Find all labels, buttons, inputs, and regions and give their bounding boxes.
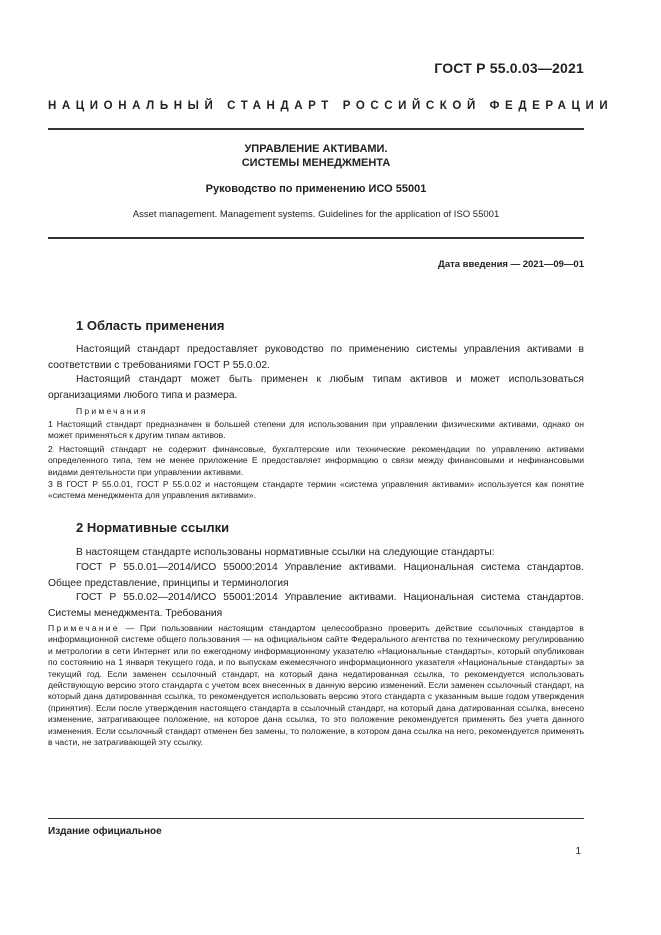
introduction-date: Дата введения — 2021—09—01 [438,259,584,270]
notes-label [76,406,584,417]
section-2-note [48,623,584,748]
note-2 [48,444,584,478]
notes-label-text: Примечания [76,406,148,416]
section-2-note-label: Примечание [48,623,120,633]
section-1-paragraph-2-text: Настоящий стандарт может быть применен к любым типам активов и может использоваться организациями любого типа и размера. [48,374,584,401]
section-1-paragraph-1 [48,342,584,373]
page-number: 1 [575,846,581,857]
section-2-note-text: — При пользовании настоящим стандартом целесообразно проверить действие ссылочных стандартов в информационной системе общего пользования — на официальном сайте Федерального агентства по техническому регулированию и метрологии в сети Интернет или по ежегодному информационному указателю «Национальные стандарты», который опубликован по состоянию на 1 января текущего года, и по выпускам ежемесячного информационного указателя «Национальные стандарты» за текущий год. Если заменен ссылочный стандарт, на который дана недатированная ссылка, то рекомендуется использовать действующую версию этого стандарта с учетом всех внесенных в данную версию изменений. Если заменен ссылочный стандарт, на который дана датированная ссылка, то рекомендуется использовать версию этого стандарта с указанным выше годом утверждения (принятия). Если после утверждения настоящего стандарта в ссылочный стандарт, на который дана датированная ссылка, внесено изменение, затрагивающее положение, на которое дана ссылка, то это положение рекомендуется применять без учета данного изменения. Если ссылочный стандарт отменен без замены, то положение, в котором дана ссылка на него, рекомендуется применять в части, не затрагивающей эту ссылку. [48,623,584,748]
subtitle: Руководство по применению ИСО 55001 [205,183,427,195]
english-title: Asset management. Management systems. Guidelines for the application of ISO 55001 [132,209,500,220]
reference-1 [48,560,584,591]
title-line-1: УПРАВЛЕНИЕ АКТИВАМИ. [244,143,388,155]
footer-divider [48,818,584,819]
note-2-text: 2 Настоящий стандарт не содержит финансовые, бухгалтерские или технические рекомендации по управлению активами определенного типа, тем не менее приложение Е предоставляет информацию о связи между финансовыми и нефинансовыми видами деятельности при управлении активами. [48,444,584,477]
gost-number: ГОСТ Р 55.0.03—2021 [434,60,584,76]
section-1-paragraph-1-text: Настоящий стандарт предоставляет руководство по применению системы управления активами в соответствии с требованиями ГОСТ Р 55.0.02. [48,344,584,371]
official-edition-label: Издание официальное [48,826,162,837]
title-divider [48,237,584,239]
note-1 [48,419,584,442]
top-divider [48,128,584,130]
section-2-intro-text: В настоящем стандарте использованы нормативные ссылки на следующие стандарты: [76,547,495,558]
section-1-paragraph-2 [48,372,584,403]
note-3-text: 3 В ГОСТ Р 55.0.01, ГОСТ Р 55.0.02 и настоящем стандарте термин «система управления активами» используется как понятие «система менеджмента для управления активами». [48,479,584,501]
section-1-heading: 1 Область применения [76,318,225,333]
reference-2-text: ГОСТ Р 55.0.02—2014/ИСО 55001:2014 Управление активами. Национальная система стандартов. Системы менеджмента. Требования [48,592,584,619]
section-2-heading: 2 Нормативные ссылки [76,520,230,535]
section-2-intro [48,545,584,561]
note-3 [48,479,584,502]
title-line-2: СИСТЕМЫ МЕНЕДЖМЕНТА [241,157,391,169]
reference-2 [48,590,584,621]
reference-1-text: ГОСТ Р 55.0.01—2014/ИСО 55000:2014 Управление активами. Национальная система стандартов. Общее представление, принципы и терминология [48,562,584,589]
national-standard-banner: НАЦИОНАЛЬНЫЙ СТАНДАРТ РОССИЙСКОЙ ФЕДЕРАЦИИ [48,100,614,112]
note-1-text: 1 Настоящий стандарт предназначен в большей степени для использования при управлении физическими активами, однако он может применяться к другим типам активов. [48,419,584,441]
